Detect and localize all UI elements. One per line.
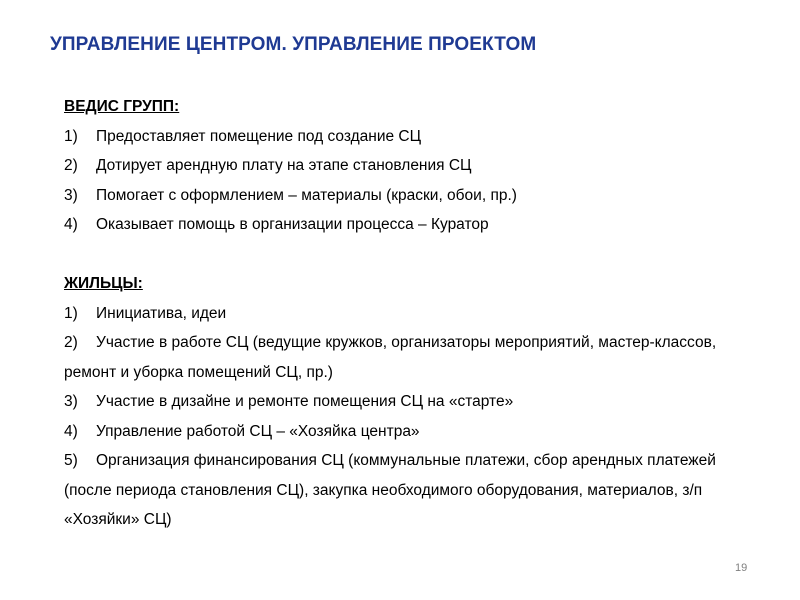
slide-content <box>64 92 744 535</box>
section-heading-vedis: ВЕДИС ГРУПП: <box>64 98 180 115</box>
list-item <box>64 299 744 329</box>
list-item-number: 3) <box>64 393 78 410</box>
slide-title: УПРАВЛЕНИЕ ЦЕНТРОМ. УПРАВЛЕНИЕ ПРОЕКТОМ <box>50 34 537 55</box>
list-item-text: Предоставляет помещение под создание СЦ <box>96 127 422 145</box>
section-heading-residents: ЖИЛЬЦЫ: <box>64 275 143 292</box>
list-item-number: 1) <box>64 304 78 322</box>
list-item-number: 5) <box>64 452 78 469</box>
list-item-text: Помогает с оформлением – материалы (краски, обои, пр.) <box>96 186 517 204</box>
list-item-text: Инициатива, идеи <box>96 304 227 322</box>
list-item <box>64 446 744 535</box>
list-item-number: 3) <box>64 186 78 204</box>
list-item-number: 2) <box>64 157 78 174</box>
list-item <box>64 387 744 417</box>
list-item <box>64 181 744 211</box>
list-item <box>64 122 744 152</box>
list-item-number: 4) <box>64 216 78 233</box>
list-item-text: Участие в работе СЦ (ведущие кружков, организаторы мероприятий, мастер-классов, ремонт и уборка помещений СЦ, пр.) <box>64 334 717 381</box>
list-item-text: Дотирует арендную плату на этапе становления СЦ <box>96 157 472 174</box>
list-item <box>64 328 744 387</box>
list-item-number: 2) <box>64 334 78 351</box>
page-number: 19 <box>735 562 748 574</box>
list-item <box>64 210 744 240</box>
list-item-text: Оказывает помощь в организации процесса – Куратор <box>96 216 489 233</box>
list-item-text: Участие в дизайне и ремонте помещения СЦ на «старте» <box>96 393 514 410</box>
section-spacer <box>64 240 744 270</box>
list-item-number: 4) <box>64 422 78 440</box>
list-item-number: 1) <box>64 127 78 145</box>
list-item <box>64 417 744 447</box>
list-item <box>64 151 744 181</box>
list-item-text: Организация финансирования СЦ (коммунальные платежи, сбор арендных платежей (после периода становления СЦ), закупка необходимого оборудования, материалов, з/п «Хозяйки» СЦ) <box>64 452 716 528</box>
list-item-text: Управление работой СЦ – «Хозяйка центра» <box>96 422 420 440</box>
